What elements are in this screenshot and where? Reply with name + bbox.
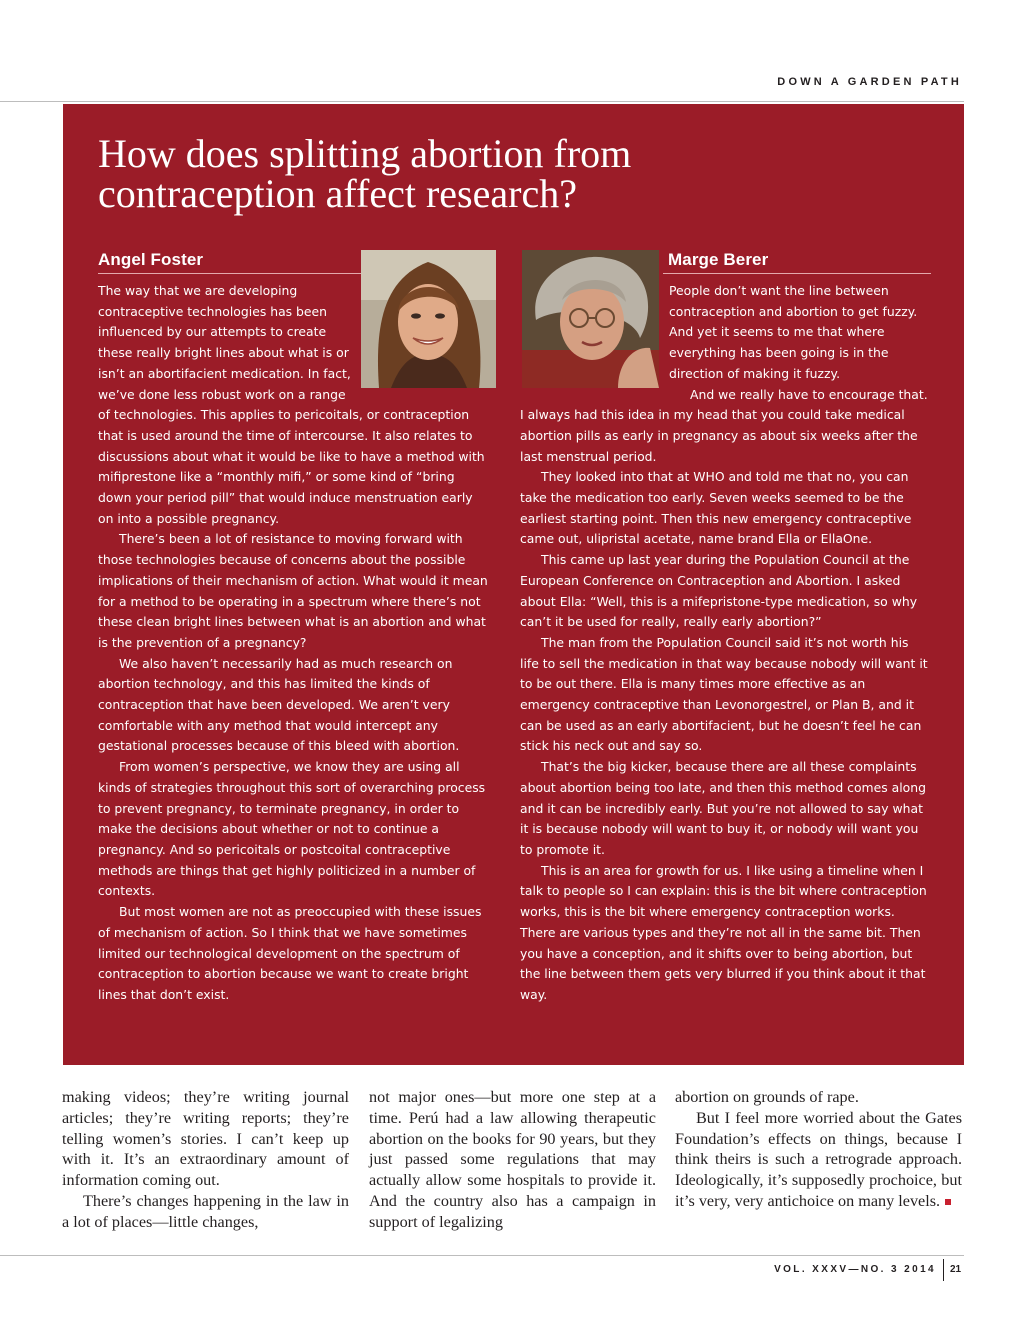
paragraph: There’s changes happening in the law in a lot of places—little changes, xyxy=(62,1191,349,1231)
paragraph: abortion on grounds of rape. xyxy=(675,1088,859,1106)
paragraph xyxy=(675,1108,962,1212)
paragraph: They looked into that at WHO and told me that no, you can take the medication too early. Seven weeks seemed to be the earliest starting point. Then this new emergency contraceptive came out, ulipristal acetate, name brand Ella or EllaOne. xyxy=(520,469,912,547)
volume-info: VOL. XXXV—NO. 3 2014 xyxy=(774,1264,936,1275)
folio-separator xyxy=(943,1259,944,1281)
portrait-wrap-spacer xyxy=(520,281,669,405)
column-marge-berer xyxy=(520,281,931,1006)
paragraph: The way that we are developing contraceptive technologies has been influenced by our attempts to create these really bright lines about what is or isn’t an abortifacient medication. In fact, we’ve done less robust work on a range of technologies. This applies to pericoitals, or contraception that is used around the time of intercourse. It also relates to discussions about what it would be like to have a method with mifiprestone like a “monthly mifi,” or some kind of “bring down your period pill” that would induce menstruation early on into a possible pregnancy. xyxy=(98,283,485,526)
paragraph: The man from the Population Council said it’s not worth his life to sell the medication in that way because nobody will want it to be out there. Ella is many times more effective as an emergency contraceptive than Levonorgestrel, or Plan B, and it can be used as an early abortifacient, but he doesn’t feel he can stick his neck out and say so. xyxy=(520,634,928,754)
paragraph: From women’s perspective, we know they are using all kinds of strategies throughout this sort of overarching process to prevent pregnancy, to terminate pregnancy, in order to make the decisions about whether or not to continue a pregnancy. And so pericoitals or postcoital contraceptive methods are things that get highly politicized in a number of contexts. xyxy=(98,759,486,899)
paragraph: That’s the big kicker, because there are all these complaints about abortion being too late, and then this method comes along and it can be incredibly early. But you’re not allowed to say what it is because nobody will want to buy it, or nobody will want you to promote it. xyxy=(520,759,926,857)
paragraph: People don’t want the line between contraception and abortion to get fuzzy. And yet it seems to me that where everything has been going is in the direction of making it fuzzy. xyxy=(669,283,918,381)
header-rule xyxy=(0,101,964,102)
author-name-left: Angel Foster xyxy=(98,250,204,269)
body-column-3 xyxy=(675,1087,962,1212)
column-angel-foster xyxy=(98,281,488,1006)
paragraph: This came up last year during the Population Council at the European Conference on Contraception and Abortion. I asked about Ella: “Well, this is a mifepristone-type medication, so why can’t it be used for really, really early abortion?” xyxy=(520,552,918,630)
body-column-1 xyxy=(62,1087,349,1233)
body-column-2 xyxy=(369,1087,656,1233)
paragraph-text: But I feel more worried about the Gates Foundation’s effects on things, because I think theirs is such a retrograde approach. Ideologically, it’s supposedly prochoice, but it’s very, very antichoice on many levels. xyxy=(675,1108,962,1210)
author-rule-right xyxy=(663,273,931,274)
page-number: 21 xyxy=(950,1264,962,1275)
portrait-wrap-spacer xyxy=(361,281,488,405)
paragraph: This is an area for growth for us. I like using a timeline when I talk to people so I can explain: this is the bit where contraception works, this is the bit where emergency contraception works. There are various types and they’re not all in the same bit. Then you have a conception, and it shifts over to being abortion, but the line between them gets very blurred if you think about it that way. xyxy=(520,862,927,1002)
footer-rule xyxy=(0,1255,964,1256)
author-rule-left xyxy=(98,273,363,274)
paragraph: And we really have to encourage that. I always had this idea in my head that you could take medical abortion pills as early in pregnancy as about six weeks after the last menstrual period. xyxy=(520,386,928,464)
paragraph: not major ones—but more one step at a time. Perú had a law allowing therapeutic abortion on the books for 90 years, but they just passed some regulations that may actually allow some hospitals to provide it. And the country also has a campaign in support of legalizing xyxy=(369,1088,656,1231)
running-head: DOWN A GARDEN PATH xyxy=(777,76,962,88)
paragraph: We also haven’t necessarily had as much research on abortion technology, and this has limited the kinds of contraception that have been developed. We aren’t very comfortable with any method that would intercept any gestational processes because of this bleed with abortion. xyxy=(98,655,460,754)
paragraph: But most women are not as preoccupied with these issues of mechanism of action. So I think that we have sometimes limited our technological development on the spectrum of contraception to abortion because we want to create bright lines that don’t exist. xyxy=(98,904,482,1002)
author-name-right: Marge Berer xyxy=(668,250,769,269)
sidebar-panel xyxy=(63,104,964,1065)
panel-title: How does splitting abortion from contraception affect research? xyxy=(98,131,632,216)
paragraph: There’s been a lot of resistance to moving forward with those technologies because of concerns about the possible implications of their mechanism of action. What would it mean for a method to be operating in a spectrum where there’s not these clean bright lines between what is an abortion and what is the prevention of a pregnancy? xyxy=(98,531,488,650)
paragraph: making videos; they’re writing journal articles; they’re writing reports; they’re telling women’s stories. I can’t keep up with it. It’s an extraordinary amount of information coming out. xyxy=(62,1088,349,1190)
end-mark-icon xyxy=(945,1199,951,1205)
